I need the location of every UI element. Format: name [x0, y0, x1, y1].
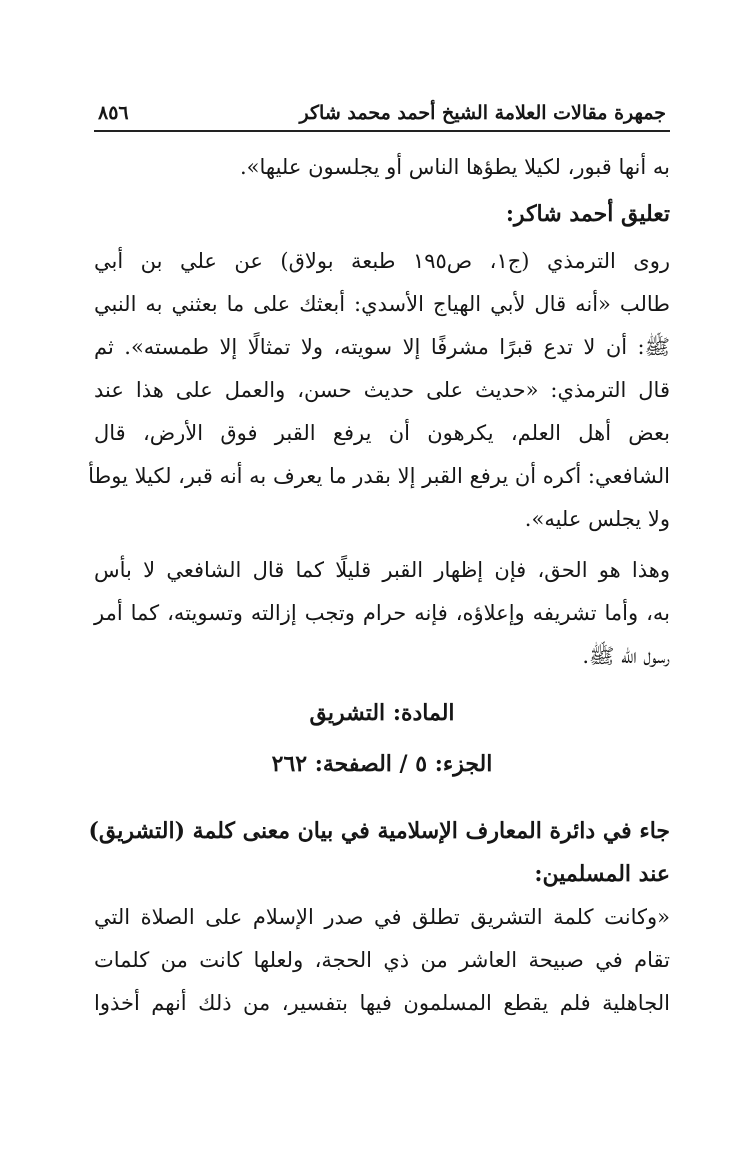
- text-line: وهذا هو الحق، فإن إظهار القبر قليلًا كما قال الشافعي لا بأس: [94, 558, 670, 582]
- book-page: [88, 88, 670, 1025]
- commentary-paragraph: [88, 240, 670, 541]
- page-number: ٨٥٦: [98, 102, 129, 124]
- text-line: به أنها قبور، لكيلا يطؤها الناس أو يجلسون عليها».: [239, 155, 670, 179]
- text-line: رسول الله ﷺ.: [582, 644, 670, 668]
- section-reference: الجزء: ٥ / الصفحة: ٢٦٢: [271, 751, 493, 777]
- text-line: ولا يجلس عليه».: [524, 507, 670, 531]
- text-line: «وكانت كلمة التشريق تطلق في صدر الإسلام على الصلاة التي: [94, 905, 670, 929]
- running-title: جمهرة مقالات العلامة الشيخ أحمد محمد شاكر: [299, 102, 666, 124]
- text-line: قال الترمذي: «حديث على حديث حسن، والعمل على هذا عند: [94, 378, 670, 402]
- text-line: طالب «أنه قال لأبي الهياج الأسدي: أبعثك على ما بعثني به النبي: [94, 292, 670, 316]
- text-line: تقام في صبيحة العاشر من ذي الحجة، ولعلها كانت من كلمات: [94, 948, 670, 972]
- running-header: [94, 88, 670, 132]
- verdict-paragraph: [94, 549, 670, 678]
- text-line: ﷺ: أن لا تدع قبرًا مشرفًا إلا سويته، ولا تمثالًا إلا طمسته». ثم: [94, 335, 670, 359]
- text-line: الجاهلية فلم يقطع المسلمون فيها بتفسير، من ذلك أنهم أخذوا: [94, 991, 670, 1015]
- text-line: روى الترمذي (ج١، ص١٩٥ طبعة بولاق) عن علي بن أبي: [94, 249, 670, 273]
- commentary-heading: تعليق أحمد شاكر:: [505, 201, 670, 227]
- article-paragraph: [94, 896, 670, 1025]
- text-line: به، وأما تشريفه وإعلاؤه، فإنه حرام وتجب إزالته وتسويته، كما أمر: [94, 601, 670, 625]
- article-heading-line: عند المسلمين:: [534, 861, 670, 887]
- section-title: المادة: التشريق: [309, 700, 455, 726]
- text-line: بعض أهل العلم، يكرهون أن يرفع القبر فوق الأرض، قال: [94, 421, 670, 445]
- article-heading-line: جاء في دائرة المعارف الإسلامية في بيان معنى كلمة (التشريق): [88, 818, 670, 844]
- text-line: الشافعي: أكره أن يرفع القبر إلا بقدر ما يعرف به أنه قبر، لكيلا يوطأ: [88, 464, 670, 488]
